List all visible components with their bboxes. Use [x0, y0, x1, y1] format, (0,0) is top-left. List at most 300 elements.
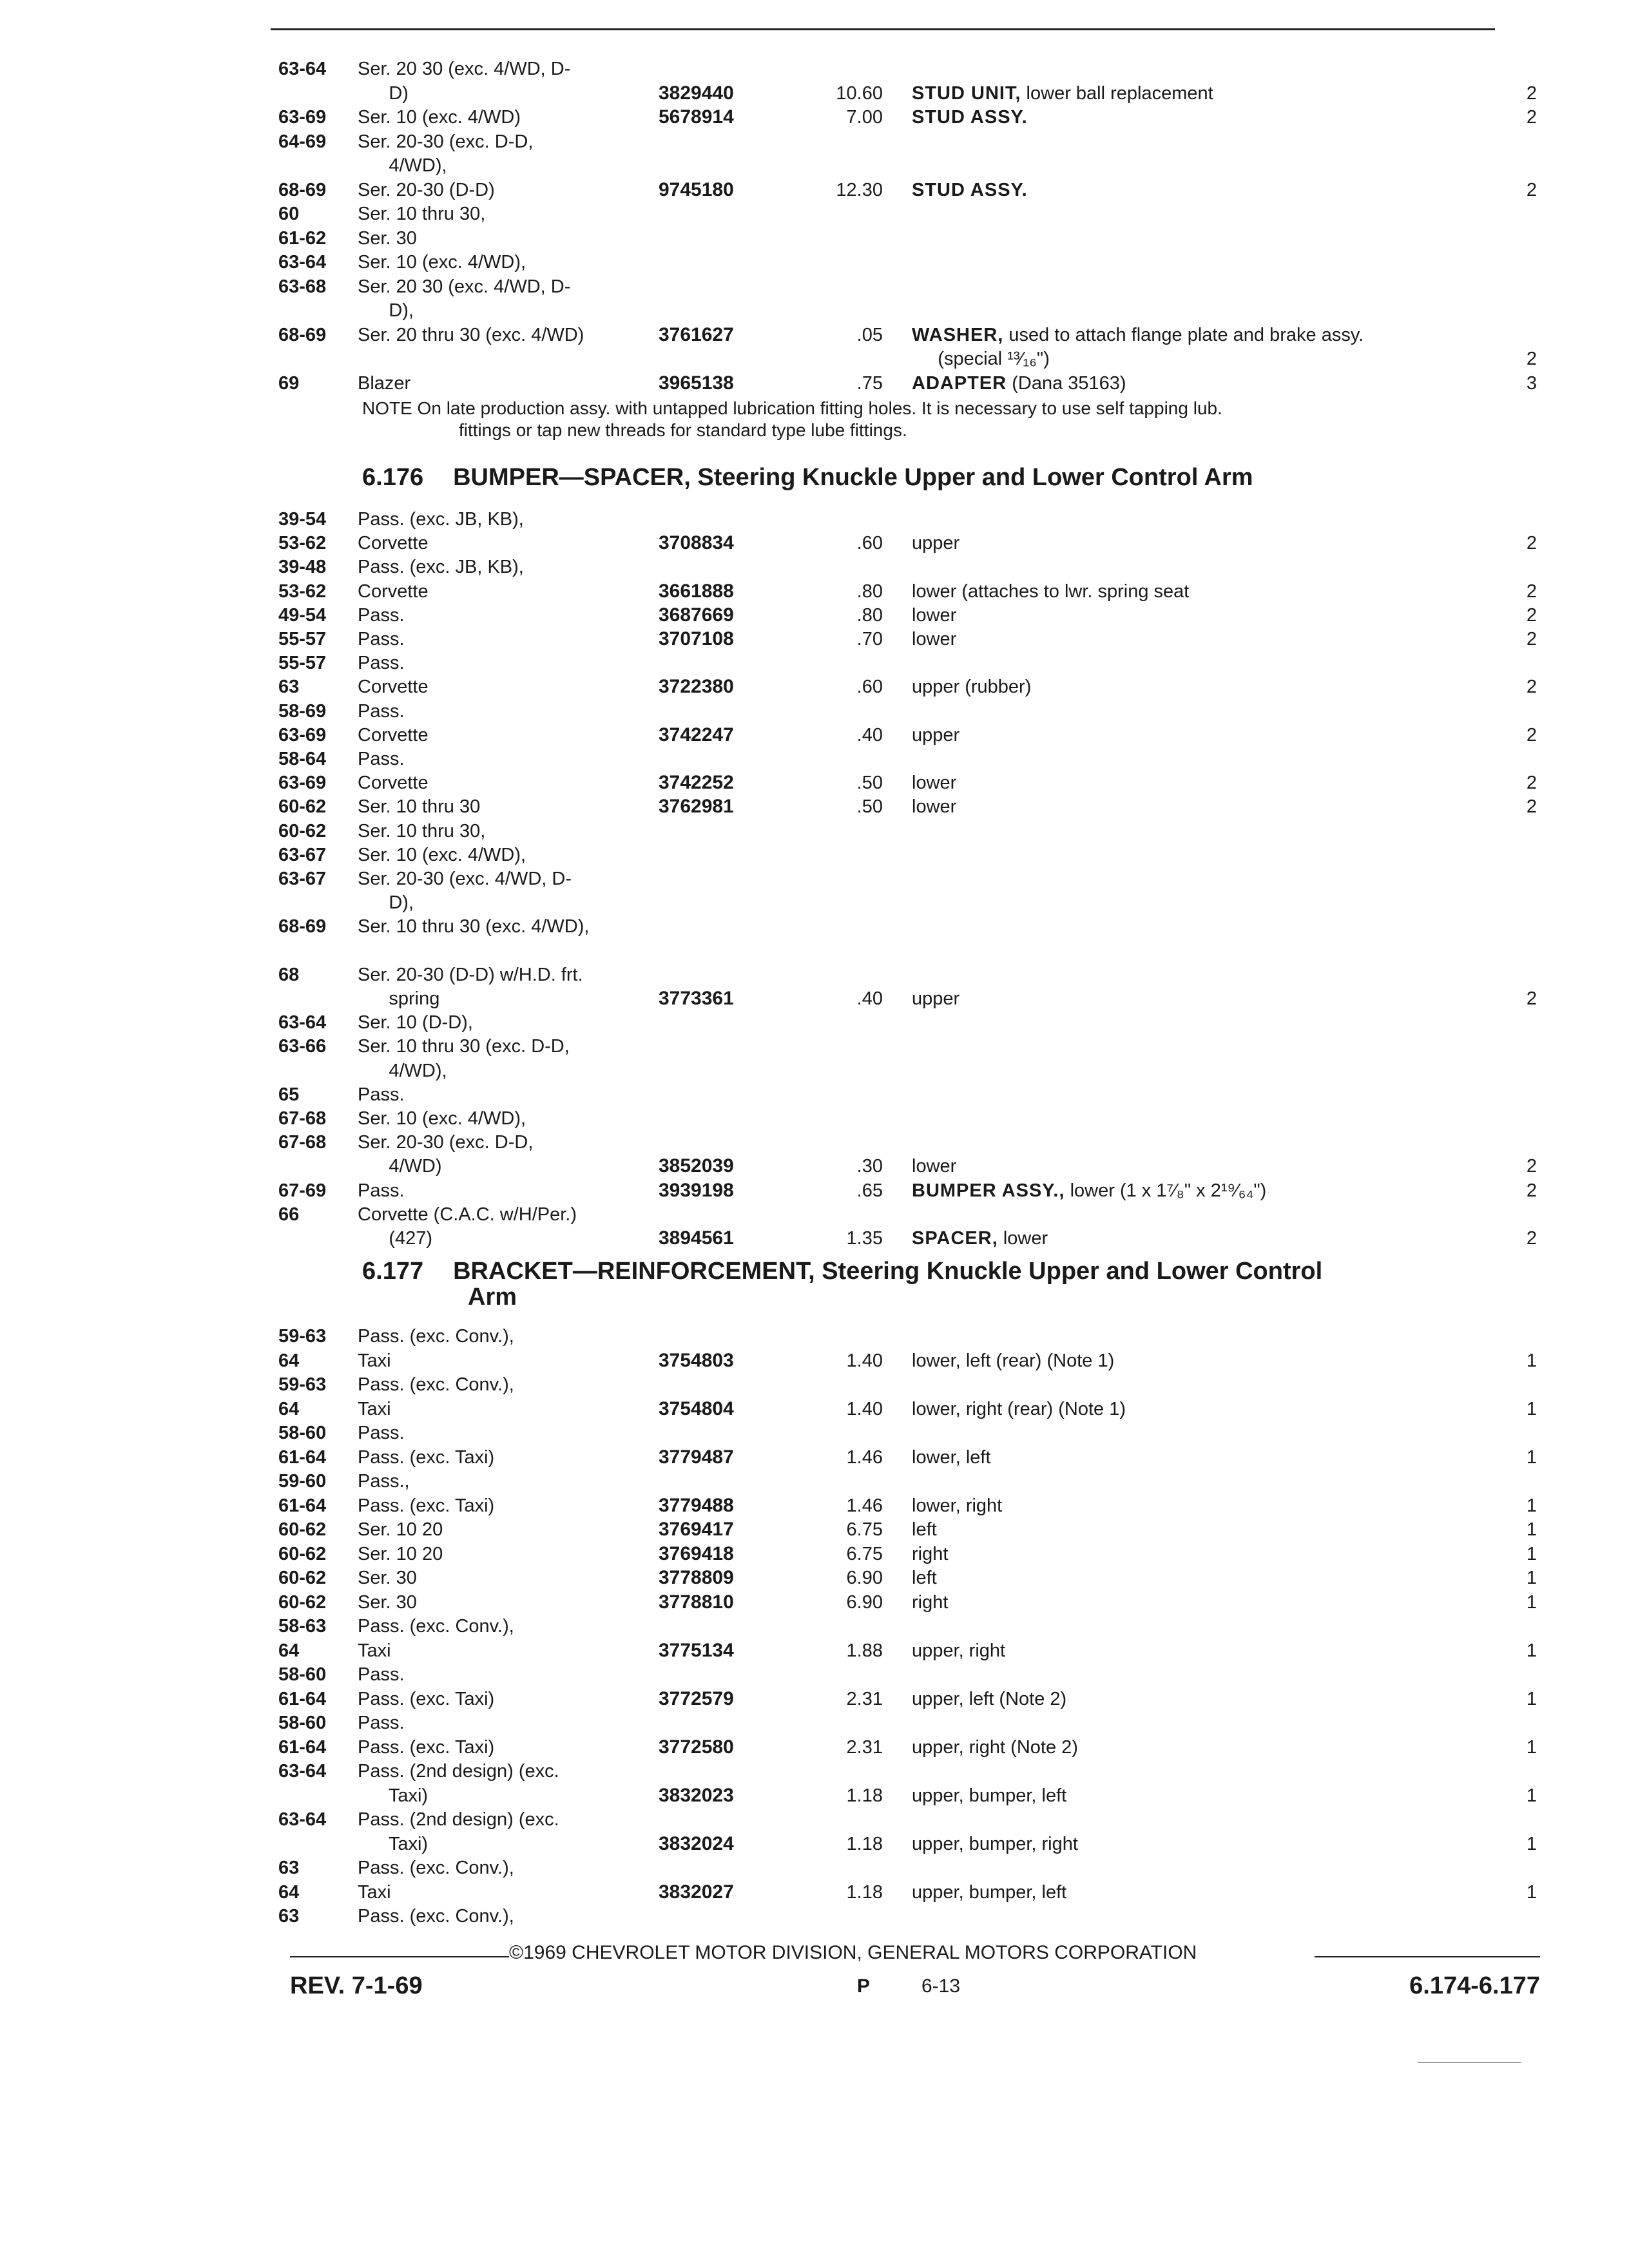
section-number: 6.177 [362, 1258, 424, 1285]
item-description [912, 1517, 937, 1542]
page-number: 6-13 [921, 1975, 961, 1997]
model-description: Ser. 10 thru 30 [358, 796, 481, 818]
table-row [0, 1711, 1629, 1735]
section-heading-6-176 [362, 463, 1253, 492]
part-number: 3742252 [659, 772, 734, 794]
table-row [0, 699, 1629, 724]
model-description: Pass. (exc. Taxi) [358, 1688, 495, 1709]
item-name: SPACER, [912, 1228, 998, 1249]
list-price: 2.31 [846, 1688, 883, 1709]
list-price: .40 [856, 724, 883, 745]
model-description: Pass., [358, 1471, 410, 1492]
quantity: 2 [1526, 629, 1537, 649]
item-name: ADAPTER [912, 372, 1007, 394]
model-description: Pass. [358, 700, 405, 722]
model-years: 61-64 [278, 1446, 327, 1468]
item-name: STUD UNIT, [912, 82, 1021, 104]
part-number: 5678914 [659, 106, 734, 128]
table-row [0, 202, 1629, 226]
table-row [0, 819, 1629, 843]
item-description [912, 1639, 1005, 1663]
list-price: 1.35 [846, 1228, 883, 1249]
model-years: 64 [278, 1350, 300, 1371]
model-description: Ser. 10 thru 30, [358, 820, 486, 841]
table-row [0, 1397, 1629, 1421]
part-number: 3894561 [659, 1227, 734, 1249]
part-number: 3775134 [659, 1639, 734, 1661]
item-description [912, 794, 956, 819]
model-description: Ser. 20-30 (D-D) w/H.D. frt. [358, 964, 583, 985]
quantity: 1 [1526, 1688, 1537, 1709]
table-row [0, 323, 1629, 347]
item-description [912, 1566, 937, 1590]
table-row [0, 178, 1629, 202]
part-number: 3965138 [659, 372, 734, 394]
quantity: 1 [1526, 1785, 1537, 1806]
model-description: Pass. [358, 1664, 405, 1685]
model-years: 64 [278, 1640, 300, 1661]
model-years: 68-69 [278, 916, 327, 937]
model-years: 60 [278, 204, 300, 224]
model-years: 60-62 [278, 820, 327, 841]
item-name: WASHER, [912, 324, 1004, 345]
list-price: 1.18 [846, 1881, 883, 1903]
table-row [0, 1349, 1629, 1373]
model-description: Ser. 10 thru 30 (exc. D-D, [358, 1036, 570, 1057]
item-detail: right [912, 1543, 949, 1564]
quantity: 1 [1526, 1350, 1537, 1371]
item-detail: lower [912, 796, 957, 818]
model-years: 67-69 [278, 1180, 327, 1201]
item-detail: lower (1 x 1⁷⁄₈" x 2¹⁹⁄₆₄") [1065, 1180, 1267, 1201]
quantity: 1 [1526, 1591, 1537, 1613]
item-detail: lower, right [912, 1495, 1003, 1516]
item-description [912, 1154, 956, 1178]
model-years: 58-60 [278, 1664, 327, 1685]
model-description: Pass. (exc. Taxi) [358, 1495, 495, 1516]
item-detail: upper [912, 988, 960, 1009]
model-years: 68-69 [278, 324, 327, 345]
table-row [0, 914, 1629, 939]
quantity: 2 [1526, 604, 1537, 626]
table-row [0, 1687, 1629, 1711]
list-price: 6.90 [846, 1568, 883, 1588]
model-description: Ser. 10 20 [358, 1543, 443, 1564]
model-description: Pass. [358, 1180, 405, 1201]
model-years: 58-60 [278, 1423, 327, 1443]
list-price: 1.46 [846, 1495, 883, 1516]
item-description [912, 1542, 948, 1566]
part-number: 3754804 [659, 1398, 734, 1419]
model-years: 60-62 [278, 1591, 327, 1613]
part-number: 3829440 [659, 82, 734, 104]
item-description [912, 105, 1028, 130]
item-description [912, 723, 959, 747]
model-years: 60-62 [278, 1543, 327, 1564]
list-price: .65 [856, 1180, 883, 1201]
part-number: 3832027 [659, 1881, 734, 1903]
section-heading-6-177 [362, 1256, 1322, 1312]
item-name: BUMPER ASSY., [912, 1180, 1065, 1201]
table-row [0, 130, 1629, 154]
model-years: 63-69 [278, 724, 327, 745]
model-description: Ser. 20-30 (exc. D-D, [358, 1132, 534, 1153]
section-title-line-1: BRACKET—REINFORCEMENT, Steering Knuckle Upper and Lower Control [453, 1258, 1323, 1285]
model-years: 67-68 [278, 1132, 327, 1153]
item-detail: lower [998, 1228, 1048, 1249]
item-description [912, 1397, 1126, 1421]
table-row [0, 1494, 1629, 1518]
part-number: 3772580 [659, 1736, 734, 1758]
model-description: Corvette [358, 581, 429, 602]
table-row [0, 1783, 1629, 1808]
model-years: 69 [278, 372, 300, 394]
part-number: 3778809 [659, 1567, 734, 1588]
table-row [0, 1807, 1629, 1832]
model-years: 59-60 [278, 1471, 327, 1492]
model-description: Pass. [358, 604, 405, 626]
model-description: Pass. (2nd design) (exc. [358, 1761, 559, 1782]
model-years: 64 [278, 1398, 300, 1419]
model-years: 39-54 [278, 509, 327, 530]
table-row [0, 250, 1629, 274]
list-price: .50 [856, 796, 883, 818]
table-row [0, 1735, 1629, 1760]
quantity: 1 [1526, 1543, 1537, 1564]
part-number: 3832024 [659, 1832, 734, 1854]
model-description: Taxi [358, 1640, 391, 1661]
list-price: 1.18 [846, 1833, 883, 1854]
table-row [0, 723, 1629, 747]
part-number: 3779488 [659, 1494, 734, 1516]
table-row [0, 890, 1629, 915]
item-detail: upper [912, 724, 960, 745]
list-price: 6.75 [846, 1519, 883, 1540]
item-description [912, 603, 956, 628]
model-description: Pass. (2nd design) (exc. [358, 1809, 559, 1830]
table-row [0, 1059, 1629, 1083]
list-price: 7.00 [846, 107, 883, 128]
model-description: Corvette [358, 533, 429, 554]
table-row [0, 579, 1629, 604]
list-price: 1.18 [846, 1785, 883, 1806]
model-description: Ser. 10 (exc. 4/WD), [358, 252, 526, 273]
model-description: Ser. 20 30 (exc. 4/WD, D- [358, 59, 571, 79]
list-price: .70 [856, 629, 883, 649]
table-row [0, 1324, 1629, 1349]
model-description: D), [358, 892, 414, 914]
model-description: 4/WD), [358, 155, 447, 176]
model-description: Ser. 10 thru 30 (exc. 4/WD), [358, 916, 590, 937]
table-row [0, 371, 1629, 396]
model-years: 61-64 [278, 1495, 327, 1516]
item-detail: left [912, 1568, 937, 1588]
table-row [0, 555, 1629, 579]
model-description: Blazer [358, 372, 411, 394]
table-row [0, 1421, 1629, 1445]
item-detail: lower [912, 1156, 957, 1177]
model-description: spring [358, 988, 440, 1009]
model-description: Pass. [358, 629, 405, 649]
list-price: .60 [856, 533, 883, 554]
model-years: 60-62 [278, 796, 327, 818]
part-number: 3773361 [659, 988, 734, 1009]
item-description [912, 1735, 1078, 1760]
table-row [0, 1759, 1629, 1783]
item-description [912, 627, 956, 651]
item-description [912, 1445, 991, 1470]
part-number: 3778810 [659, 1591, 734, 1613]
model-description: Taxi [358, 1881, 391, 1903]
table-row [0, 747, 1629, 771]
part-number: 3707108 [659, 628, 734, 649]
model-years: 61-64 [278, 1688, 327, 1709]
model-description: Taxi) [358, 1833, 429, 1854]
model-years: 55-57 [278, 653, 327, 674]
model-years: 63-69 [278, 107, 327, 128]
list-price: .80 [856, 581, 883, 602]
model-years: 63-67 [278, 869, 327, 889]
model-description: Ser. 20 thru 30 (exc. 4/WD) [358, 324, 584, 345]
table-row [0, 1106, 1629, 1131]
table-row [0, 1614, 1629, 1639]
table-row [0, 105, 1629, 130]
item-name: STUD ASSY. [912, 179, 1028, 200]
quantity: 1 [1526, 1446, 1537, 1468]
item-description [912, 81, 1213, 106]
model-years: 39-48 [278, 557, 327, 578]
model-description: Pass. (exc. Taxi) [358, 1736, 495, 1758]
model-years: 63-67 [278, 844, 327, 865]
model-years: 63 [278, 1906, 300, 1927]
table-row [0, 1034, 1629, 1059]
item-description [912, 1590, 948, 1615]
table-row [0, 507, 1629, 532]
item-detail: lower, right (rear) (Note 1) [912, 1398, 1126, 1419]
quantity: 3 [1526, 372, 1537, 394]
model-description: Pass. (exc. Conv.), [358, 1616, 514, 1637]
model-description: Corvette (C.A.C. w/H/Per.) [358, 1204, 577, 1225]
model-years: 64 [278, 1881, 300, 1903]
table-row [0, 867, 1629, 891]
table-row [0, 1542, 1629, 1566]
model-description: D), [358, 300, 414, 321]
model-description: Ser. 10 (exc. 4/WD), [358, 1108, 526, 1129]
model-years: 63-64 [278, 1809, 327, 1830]
item-detail: lower [912, 604, 957, 626]
table-row [0, 627, 1629, 651]
table-row [0, 675, 1629, 699]
quantity: 1 [1526, 1398, 1537, 1419]
model-description: Ser. 10 (exc. 4/WD), [358, 844, 526, 865]
model-description: Pass. (exc. Conv.), [358, 1906, 514, 1927]
footer-rule-left [290, 1956, 509, 1957]
model-description: Corvette [358, 724, 429, 745]
model-years: 61-62 [278, 227, 327, 249]
model-years: 49-54 [278, 604, 327, 626]
table-row [0, 939, 1629, 963]
model-years: 63-69 [278, 773, 327, 794]
model-years: 63-66 [278, 1036, 327, 1057]
item-description [912, 1880, 1066, 1905]
model-years: 65 [278, 1084, 300, 1105]
item-detail: upper (rubber) [912, 677, 1032, 698]
item-description [912, 1226, 1048, 1251]
model-years: 60-62 [278, 1568, 327, 1588]
list-price: .60 [856, 677, 883, 698]
model-years: 63 [278, 1858, 300, 1878]
quantity: 1 [1526, 1568, 1537, 1588]
margin-mark [1418, 2062, 1521, 2063]
item-detail: right [912, 1591, 949, 1613]
model-description: Taxi [358, 1350, 391, 1371]
model-years: 68-69 [278, 179, 327, 200]
page-letter: P [857, 1975, 871, 1997]
item-detail: lower (attaches to lwr. spring seat [912, 581, 1190, 602]
part-number: 3761627 [659, 323, 734, 345]
item-description [912, 347, 1050, 371]
table-row [0, 1517, 1629, 1542]
part-number: 3769417 [659, 1519, 734, 1540]
model-description: Pass. (exc. Conv.), [358, 1374, 514, 1395]
part-number: 3661888 [659, 580, 734, 602]
list-price: 12.30 [836, 179, 883, 200]
item-description [912, 371, 1126, 396]
model-description: Ser. 30 [358, 1591, 417, 1613]
model-description: 4/WD) [358, 1156, 442, 1177]
quantity: 2 [1526, 1228, 1537, 1249]
table-row [0, 226, 1629, 251]
item-description [912, 1178, 1266, 1203]
model-years: 59-63 [278, 1326, 327, 1347]
top-rule [271, 28, 1495, 30]
table-row [0, 986, 1629, 1011]
item-detail: upper, bumper, left [912, 1881, 1067, 1903]
item-description [912, 531, 959, 555]
footer-rule-right [1315, 1956, 1540, 1957]
quantity: 2 [1526, 82, 1537, 104]
model-years: 63-68 [278, 276, 327, 297]
table-row [0, 651, 1629, 675]
table-row [0, 81, 1629, 106]
model-years: 68 [278, 964, 300, 985]
table-row [0, 1202, 1629, 1227]
item-detail: upper, bumper, right [912, 1833, 1078, 1854]
model-description: D) [358, 82, 409, 104]
model-years: 55-57 [278, 629, 327, 649]
model-description: Ser. 30 [358, 1568, 417, 1588]
table-row [0, 274, 1629, 299]
model-description: 4/WD), [358, 1060, 447, 1081]
list-price: 1.40 [846, 1398, 883, 1419]
table-row [0, 1469, 1629, 1494]
list-price: 1.46 [846, 1446, 883, 1468]
model-years: 63-64 [278, 252, 327, 273]
table-row [0, 531, 1629, 555]
item-detail: lower [912, 773, 957, 794]
item-description [912, 1687, 1066, 1711]
table-row [0, 1856, 1629, 1880]
part-number: 3687669 [659, 604, 734, 626]
model-years: 53-62 [278, 581, 327, 602]
part-number: 3742247 [659, 724, 734, 745]
list-price: 1.40 [846, 1350, 883, 1371]
table-row [0, 1639, 1629, 1663]
table-row [0, 1178, 1629, 1203]
item-description [912, 1349, 1114, 1373]
table-row [0, 1590, 1629, 1615]
model-years: 61-64 [278, 1736, 327, 1758]
table-row [0, 298, 1629, 323]
model-description: Ser. 10 (exc. 4/WD) [358, 107, 521, 128]
model-description: Taxi [358, 1398, 391, 1419]
model-description: Ser. 10 20 [358, 1519, 443, 1540]
table-row [0, 1082, 1629, 1107]
item-description [912, 1832, 1078, 1856]
model-years: 63-64 [278, 1761, 327, 1782]
item-description [912, 579, 1189, 604]
item-detail: upper [912, 533, 960, 554]
quantity: 2 [1526, 581, 1537, 602]
list-price: .40 [856, 988, 883, 1009]
item-detail: left [912, 1519, 937, 1540]
part-number: 3832023 [659, 1784, 734, 1806]
table-row [0, 347, 1629, 371]
model-description: Pass. (exc. Conv.), [358, 1326, 514, 1347]
item-description [912, 1494, 1002, 1518]
table-row [0, 1662, 1629, 1687]
item-description [912, 1783, 1066, 1808]
model-description: Pass. (exc. Conv.), [358, 1858, 514, 1878]
copyright-line: ©1969 CHEVROLET MOTOR DIVISION, GENERAL MOTORS CORPORATION [509, 1942, 1197, 1963]
table-row [0, 1445, 1629, 1470]
quantity: 1 [1526, 1495, 1537, 1516]
model-years: 58-64 [278, 749, 327, 769]
model-years: 66 [278, 1204, 300, 1225]
note-line-2: fittings or tap new threads for standard type lube fittings. [459, 420, 907, 440]
model-description: Pass. [358, 653, 405, 674]
item-description [912, 323, 1364, 347]
item-detail: lower [912, 629, 957, 649]
list-price: .75 [856, 372, 883, 394]
item-detail: upper, left (Note 2) [912, 1688, 1067, 1709]
item-detail: lower ball replacement [1021, 82, 1213, 104]
table-row [0, 1566, 1629, 1590]
part-number: 3769418 [659, 1542, 734, 1564]
quantity: 2 [1526, 349, 1537, 369]
part-number: 3852039 [659, 1155, 734, 1177]
model-years: 58-60 [278, 1713, 327, 1733]
model-description: Pass. [358, 1713, 405, 1733]
model-years: 58-63 [278, 1616, 327, 1637]
section-title: BUMPER—SPACER, Steering Knuckle Upper and Lower Control Arm [453, 464, 1253, 491]
table-row [0, 794, 1629, 819]
table-row [0, 57, 1629, 81]
item-detail: (special ¹³⁄₁₆") [912, 349, 1050, 369]
part-number: 3762981 [659, 796, 734, 818]
part-number: 3708834 [659, 532, 734, 554]
list-price: .50 [856, 773, 883, 794]
part-number: 3939198 [659, 1179, 734, 1201]
list-price: 6.90 [846, 1591, 883, 1613]
revision-date: REV. 7-1-69 [290, 1972, 423, 1999]
model-years: 60-62 [278, 1519, 327, 1540]
model-years: 64-69 [278, 131, 327, 152]
model-years: 58-69 [278, 700, 327, 722]
table-row [0, 1154, 1629, 1178]
table-row [0, 1010, 1629, 1035]
part-number: 3779487 [659, 1446, 734, 1468]
